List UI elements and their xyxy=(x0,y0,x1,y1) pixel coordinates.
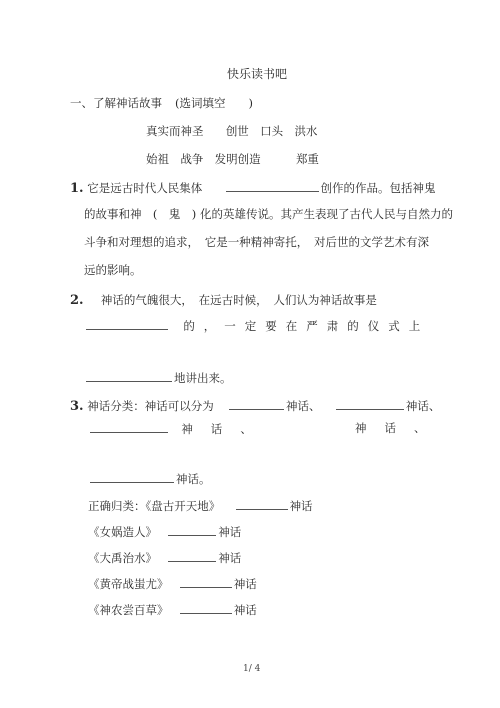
classify-item xyxy=(88,524,241,539)
word-bank-row-1 xyxy=(146,124,317,138)
story-title: 《大禹治水》 xyxy=(88,551,157,565)
question-3-line-3 xyxy=(88,471,211,486)
question-1-line-4: 远的影响。 xyxy=(84,263,142,277)
answer-blank[interactable] xyxy=(168,524,216,536)
question-text: 神话分类：神话可以分为 xyxy=(87,399,214,413)
question-1-line-2 xyxy=(84,207,453,221)
question-number: 1. xyxy=(70,181,84,196)
question-1-line-1 xyxy=(70,180,436,196)
question-text: 、 xyxy=(240,422,252,436)
question-text: 神话的气魄很大， 在远古时候， 人们认为神话故事是 xyxy=(100,293,377,307)
question-2-line-2 xyxy=(84,318,429,333)
classify-suffix: 神话 xyxy=(289,499,313,513)
question-text: 创作的作品。包括神鬼 xyxy=(320,181,436,195)
question-3-line-2 xyxy=(88,421,252,436)
word-bank-item: 发明创造 xyxy=(214,152,261,166)
word-bank-row-2 xyxy=(146,152,319,166)
story-title: 《女娲造人》 xyxy=(88,525,157,539)
page-number: 1/ 4 xyxy=(243,664,261,674)
filled-answer: ( 鬼 ) xyxy=(152,207,197,221)
question-text: 神话 xyxy=(286,399,310,413)
answer-blank[interactable] xyxy=(226,180,319,192)
question-text: 、 xyxy=(414,421,426,435)
classify-label: 正确归类： xyxy=(88,499,146,513)
section-instruction: (选词填空 ) xyxy=(175,96,253,110)
classify-item xyxy=(88,498,313,513)
story-title: 《神农尝百草》 xyxy=(88,603,169,617)
word-bank-item: 创世 xyxy=(225,124,249,138)
classify-suffix: 神话 xyxy=(218,551,242,565)
word-bank-item: 郑重 xyxy=(295,152,319,166)
answer-blank[interactable] xyxy=(180,576,232,588)
word-bank-item: 战争 xyxy=(180,152,204,166)
question-text: 、 xyxy=(309,399,321,413)
classify-item xyxy=(88,550,241,565)
classify-item xyxy=(88,576,257,591)
answer-blank[interactable] xyxy=(229,398,284,410)
classify-item xyxy=(88,602,257,617)
question-text: 神话 xyxy=(405,399,429,413)
question-text: 神话 xyxy=(181,422,241,436)
question-3-line-1 xyxy=(70,398,440,414)
question-number: 3. xyxy=(70,399,84,414)
word-bank-item: 洪水 xyxy=(294,124,318,138)
answer-blank[interactable] xyxy=(180,602,232,614)
answer-blank[interactable] xyxy=(336,398,404,410)
answer-blank[interactable] xyxy=(90,421,168,433)
answer-blank[interactable] xyxy=(168,550,216,562)
word-bank-item: 真实而神圣 xyxy=(146,124,204,138)
classify-suffix: 神话 xyxy=(233,603,257,617)
question-number: 2. xyxy=(70,293,84,308)
section-heading: 一、了解神话故事 xyxy=(70,96,162,110)
question-2-line-1 xyxy=(70,293,377,308)
question-text: 它是远古时代人民集体 xyxy=(87,181,203,195)
answer-blank[interactable] xyxy=(86,370,172,382)
answer-blank[interactable] xyxy=(236,498,288,510)
question-3-line-2-right xyxy=(355,421,426,435)
page-title: 快乐读书吧 xyxy=(227,67,288,81)
question-2-line-3 xyxy=(84,370,232,385)
classify-suffix: 神话 xyxy=(218,525,242,539)
question-text: 的，一定要在严肃的仪式上 xyxy=(183,319,430,333)
classify-suffix: 神话 xyxy=(233,577,257,591)
question-1-line-3: 斗争和对理想的追求， 它是一种精神寄托， 对后世的文学艺术有深 xyxy=(84,235,429,249)
question-text: 化的英雄传说。其产生表现了古代人民与自然力的 xyxy=(199,207,453,221)
story-title: 《盘古开天地》 xyxy=(145,499,221,513)
question-text: 地讲出来。 xyxy=(174,371,232,385)
question-text: 、 xyxy=(428,399,441,413)
answer-blank[interactable] xyxy=(90,471,174,483)
answer-blank[interactable] xyxy=(86,318,168,330)
story-title: 《黄帝战蚩尤》 xyxy=(88,577,169,591)
question-text: 神话。 xyxy=(176,472,211,486)
word-bank-item: 口头 xyxy=(260,124,284,138)
question-text: 神话 xyxy=(355,421,414,435)
word-bank-item: 始祖 xyxy=(146,152,169,166)
question-text: 的故事和神 xyxy=(84,207,142,221)
